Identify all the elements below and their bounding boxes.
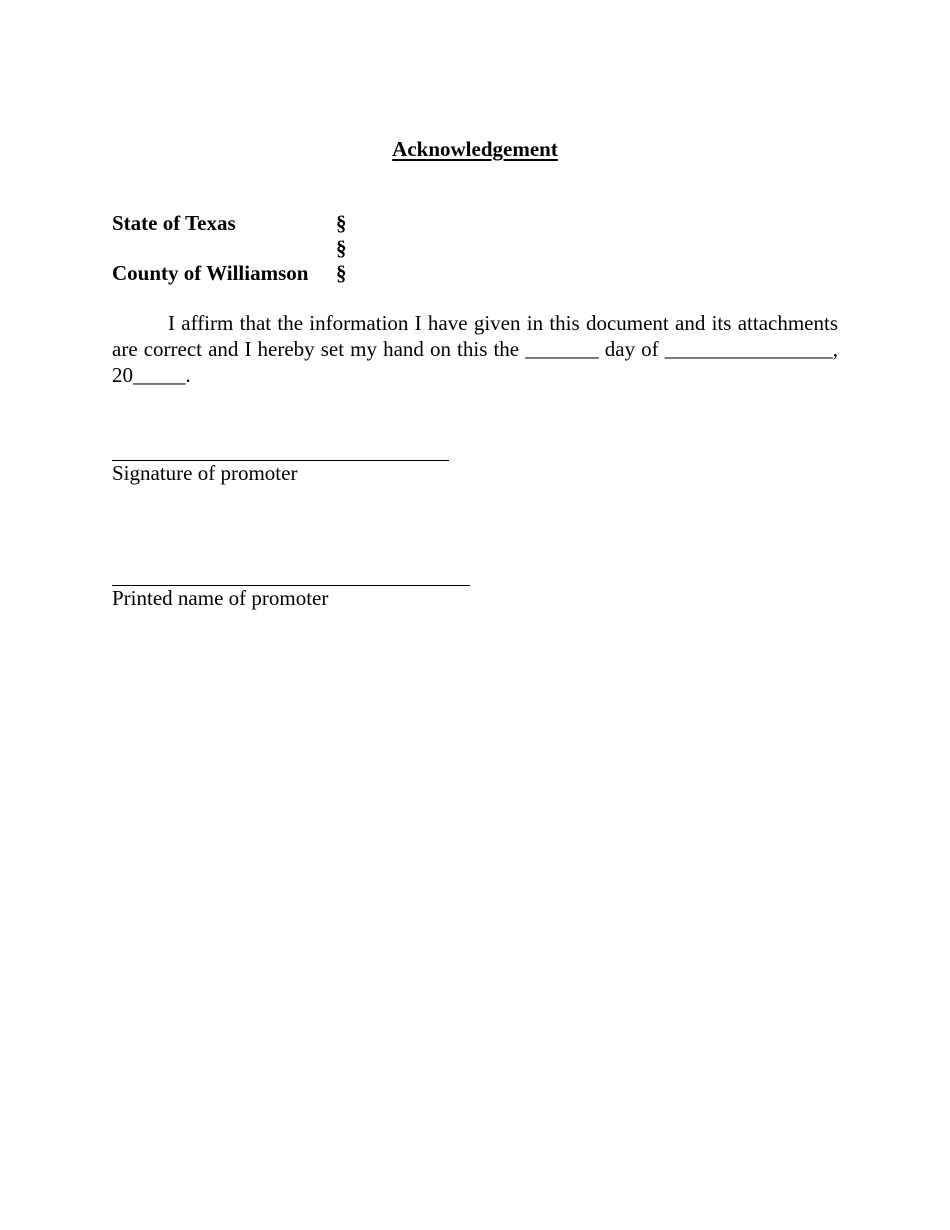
venue-row-blank (112, 236, 347, 261)
section-mark: § (336, 261, 347, 285)
venue-row-state (112, 211, 347, 236)
printed-name-label: Printed name of promoter (112, 586, 329, 610)
signature-label: Signature of promoter (112, 461, 298, 485)
printed-name-block (112, 562, 470, 611)
venue-county-label: County of Williamson (112, 261, 309, 285)
venue-row-county (112, 261, 347, 286)
document-title-text: Acknowledgement (392, 137, 558, 161)
signature-block (112, 437, 449, 486)
affirmation-paragraph: I affirm that the information I have given in this document and its attachments are correct and I hereby set my hand on this the _______ day of ________________, 20_____. (112, 311, 838, 387)
venue-block (112, 211, 347, 286)
section-mark: § (336, 236, 347, 260)
document-title (0, 136, 950, 162)
venue-state-label: State of Texas (112, 211, 236, 235)
section-mark: § (336, 211, 347, 235)
